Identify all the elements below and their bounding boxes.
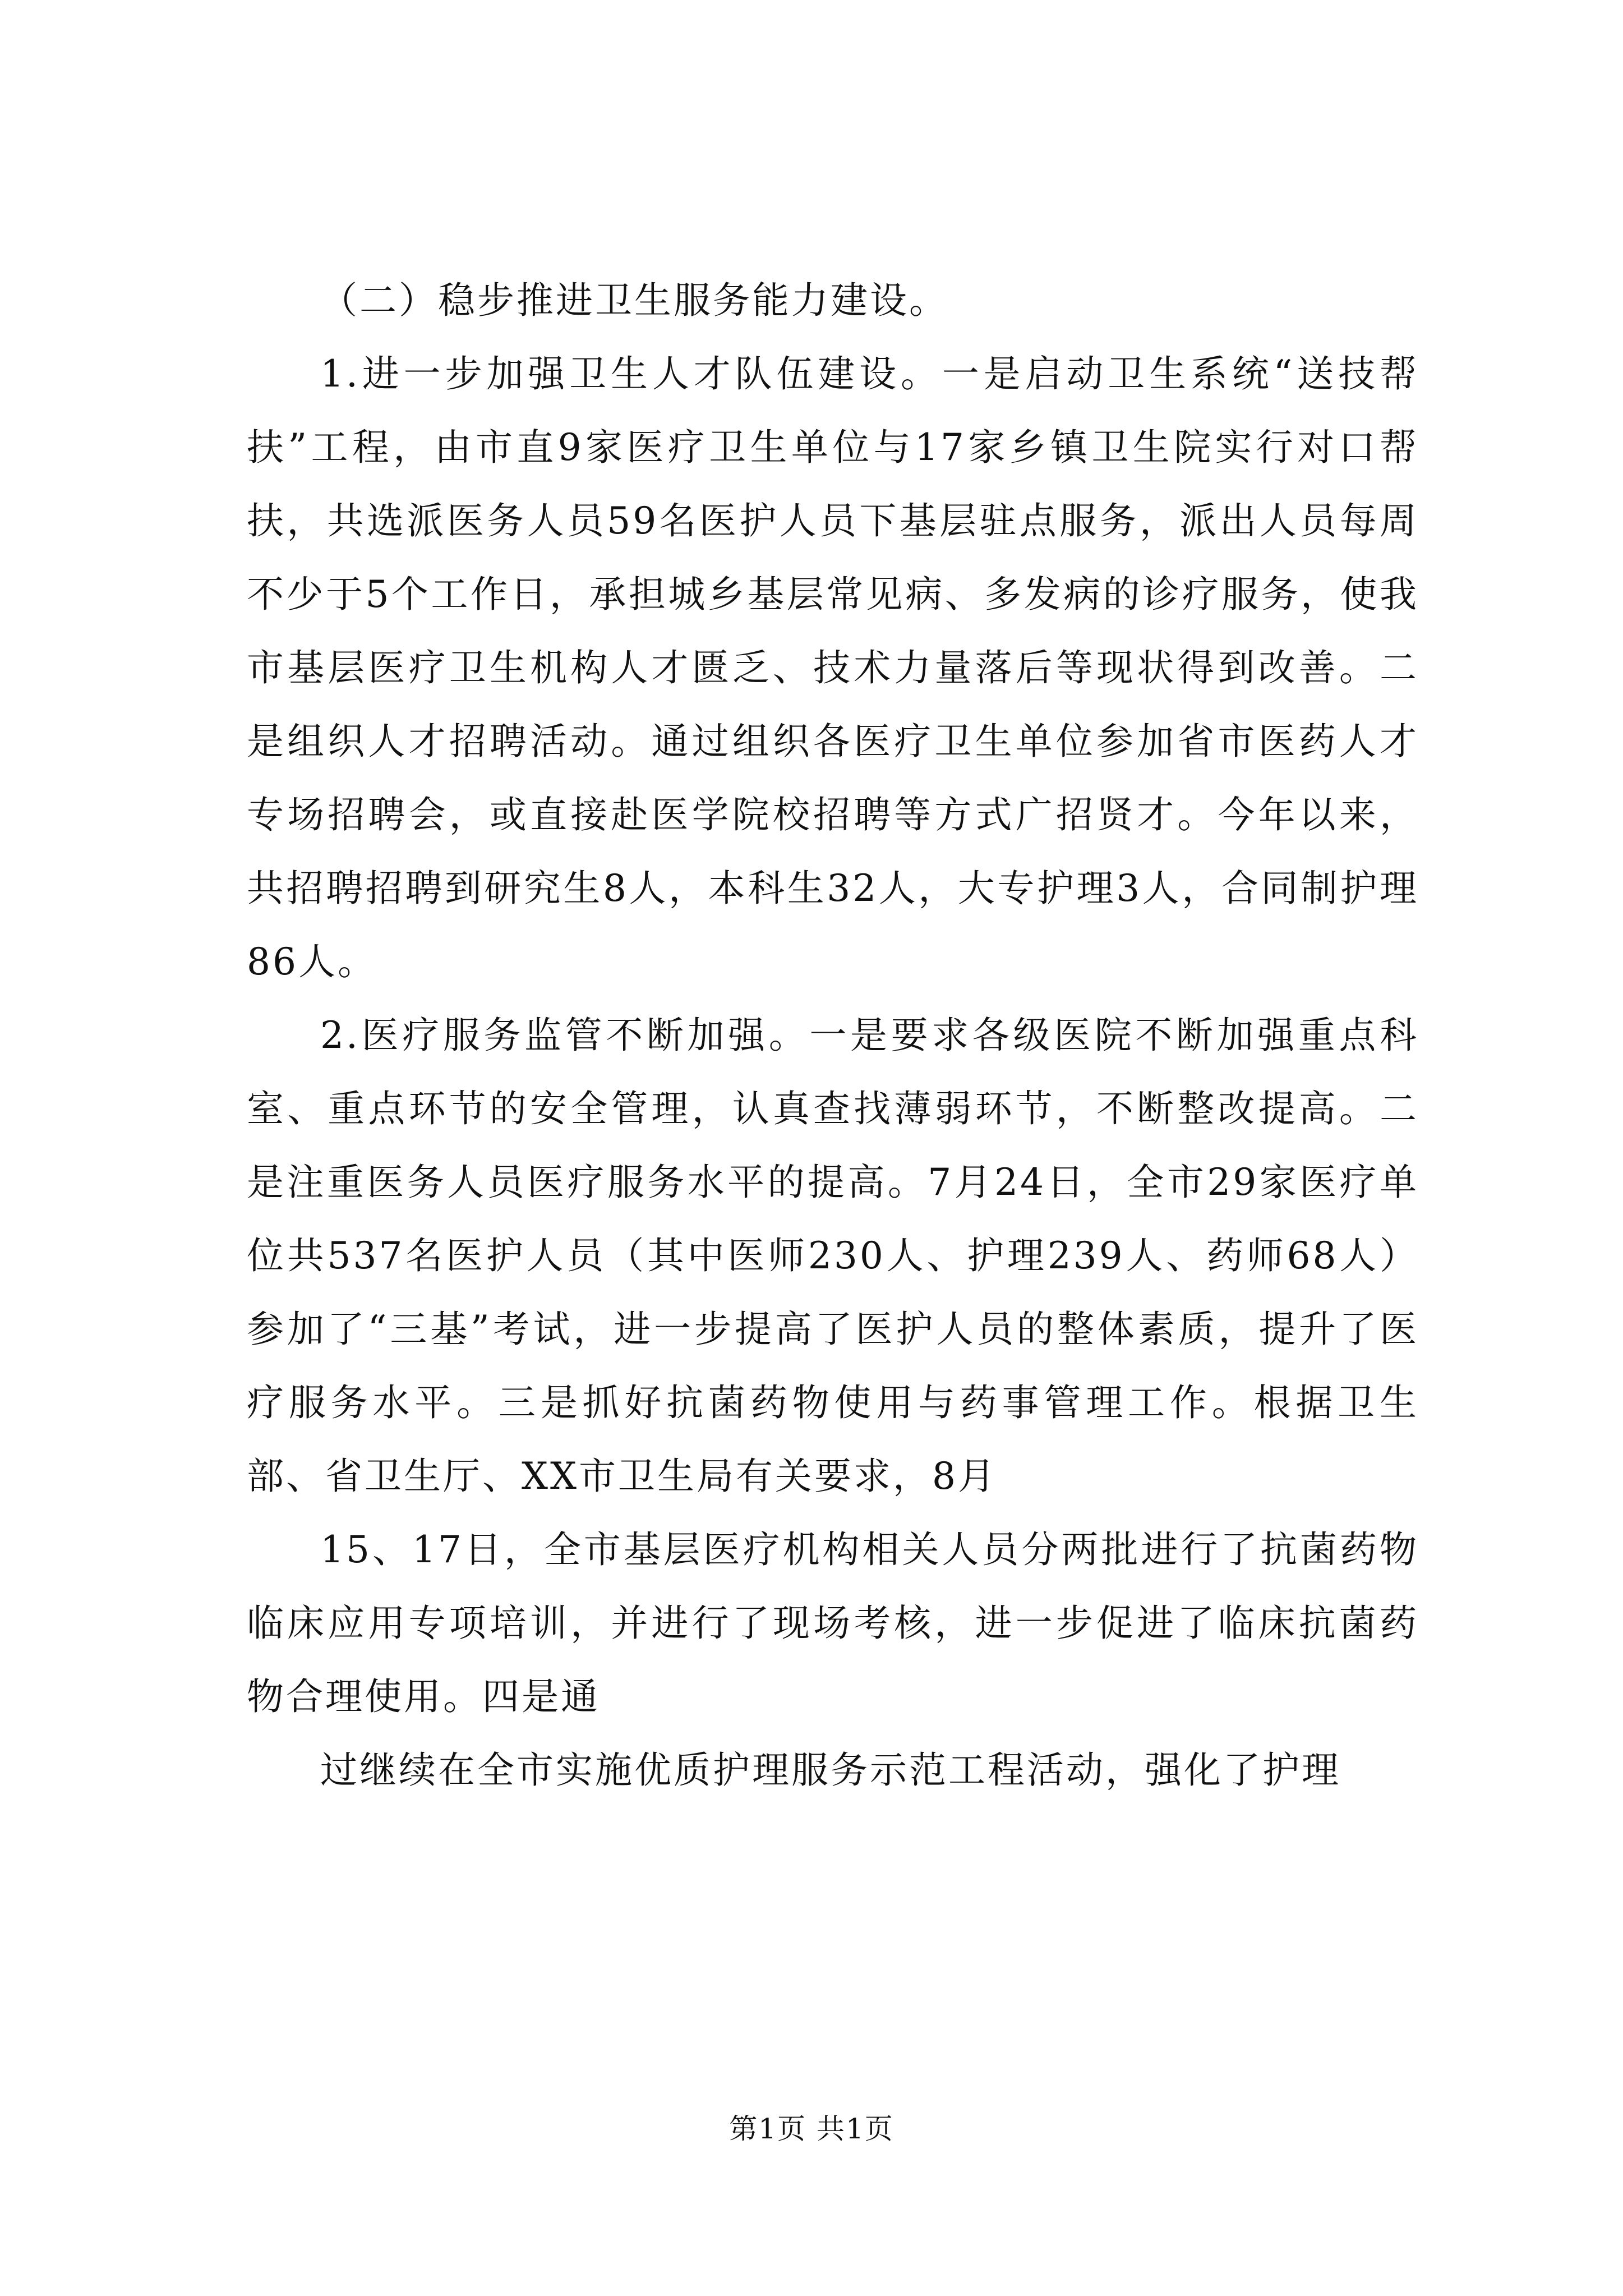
document-body (247, 264, 1419, 1807)
section-heading: （二）稳步推进卫生服务能力建设。 (320, 279, 948, 322)
page-number-footer: 第1页 共1页 (729, 2113, 894, 2145)
paragraph-nursing: 过继续在全市实施优质护理服务示范工程活动，强化了护理 (320, 1749, 1341, 1792)
paragraph-talent: 1.进一步加强卫生人才队伍建设。一是启动卫生系统“送技帮扶”工程，由市直9家医疗卫生单位与17家乡镇卫生院实行对口帮扶，共选派医务人员59名医护人员下基层驻点服务，派出人员每周不少于5个工作日，承担城乡基层常见病、多发病的诊疗服务，使我市基层医疗卫生机构人才匮乏、技术力量落后等现状得到改善。二是组织人才招聘活动。通过组织各医疗卫生单位参加省市医药人才专场招聘会，或直接赴医学院校招聘等方式广招贤才。今年以来，共招聘招聘到研究生8人，本科生32人，大专护理3人，合同制护理86人。 (247, 352, 1419, 983)
paragraph-supervision: 2.医疗服务监管不断加强。一是要求各级医院不断加强重点科室、重点环节的安全管理，认真查找薄弱环节，不断整改提高。二是注重医务人员医疗服务水平的提高。7月24日，全市29家医疗单位共537名医护人员（其中医师230人、护理239人、药师68人）参加了“三基”考试，进一步提高了医护人员的整体素质，提升了医疗服务水平。三是抓好抗菌药物使用与药事管理工作。根据卫生部、省卫生厅、XX市卫生局有关要求，8月 (247, 1014, 1419, 1498)
paragraph-training: 15、17日，全市基层医疗机构相关人员分两批进行了抗菌药物临床应用专项培训，并进行了现场考核，进一步促进了临床抗菌药物合理使用。四是通 (247, 1528, 1419, 1718)
